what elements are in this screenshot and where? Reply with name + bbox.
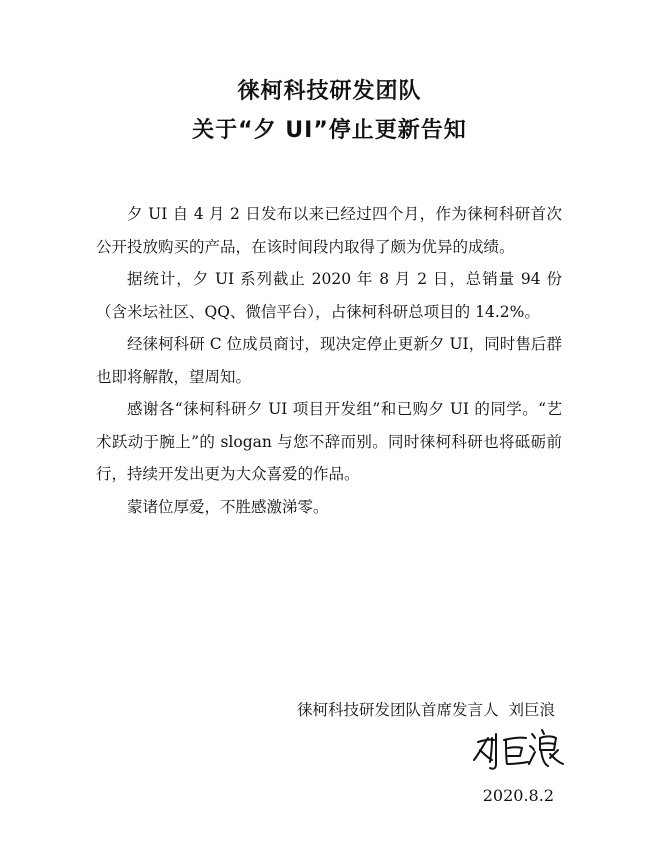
notice-date: 2020.8.2 xyxy=(482,786,554,805)
notice-body xyxy=(96,198,562,523)
signatory-line xyxy=(297,698,555,720)
notice-title: 关于“夕 UI”停止更新告知 xyxy=(192,118,467,143)
paragraph-thanks: 感谢各“徕柯科研夕 UI 项目开发组”和已购夕 UI 的同学。“艺术跃动于腕上”的 slogan 与您不辞而别。同时徕柯科研也将砥砺前行，持续开发出更为大众喜爱的作品。 xyxy=(96,400,562,483)
paragraph-release: 夕 UI 自 4 月 2 日发布以来已经过四个月，作为徕柯科研首次公开投放购买的产品，在该时间段内取得了颇为优异的成绩。 xyxy=(96,205,562,256)
paragraph-decision: 经徕柯科研 C 位成员商讨，现决定停止更新夕 UI，同时售后群也即将解散，望周知。 xyxy=(96,335,562,386)
paragraph-closing: 蒙诸位厚爱，不胜感激涕零。 xyxy=(127,497,329,516)
signatory-role: 徕柯科技研发团队首席发言人 xyxy=(296,701,499,719)
handwritten-signature xyxy=(470,720,565,776)
organization-title: 徕柯科技研发团队 xyxy=(237,79,422,104)
paragraph-statistics: 据统计，夕 UI 系列截止 2020 年 8 月 2 日，总销量 94 份（含米坛社区、QQ、微信平台），占徕柯科研总项目的 14.2%。 xyxy=(96,270,562,321)
signatory-name: 刘巨浪 xyxy=(508,701,555,719)
